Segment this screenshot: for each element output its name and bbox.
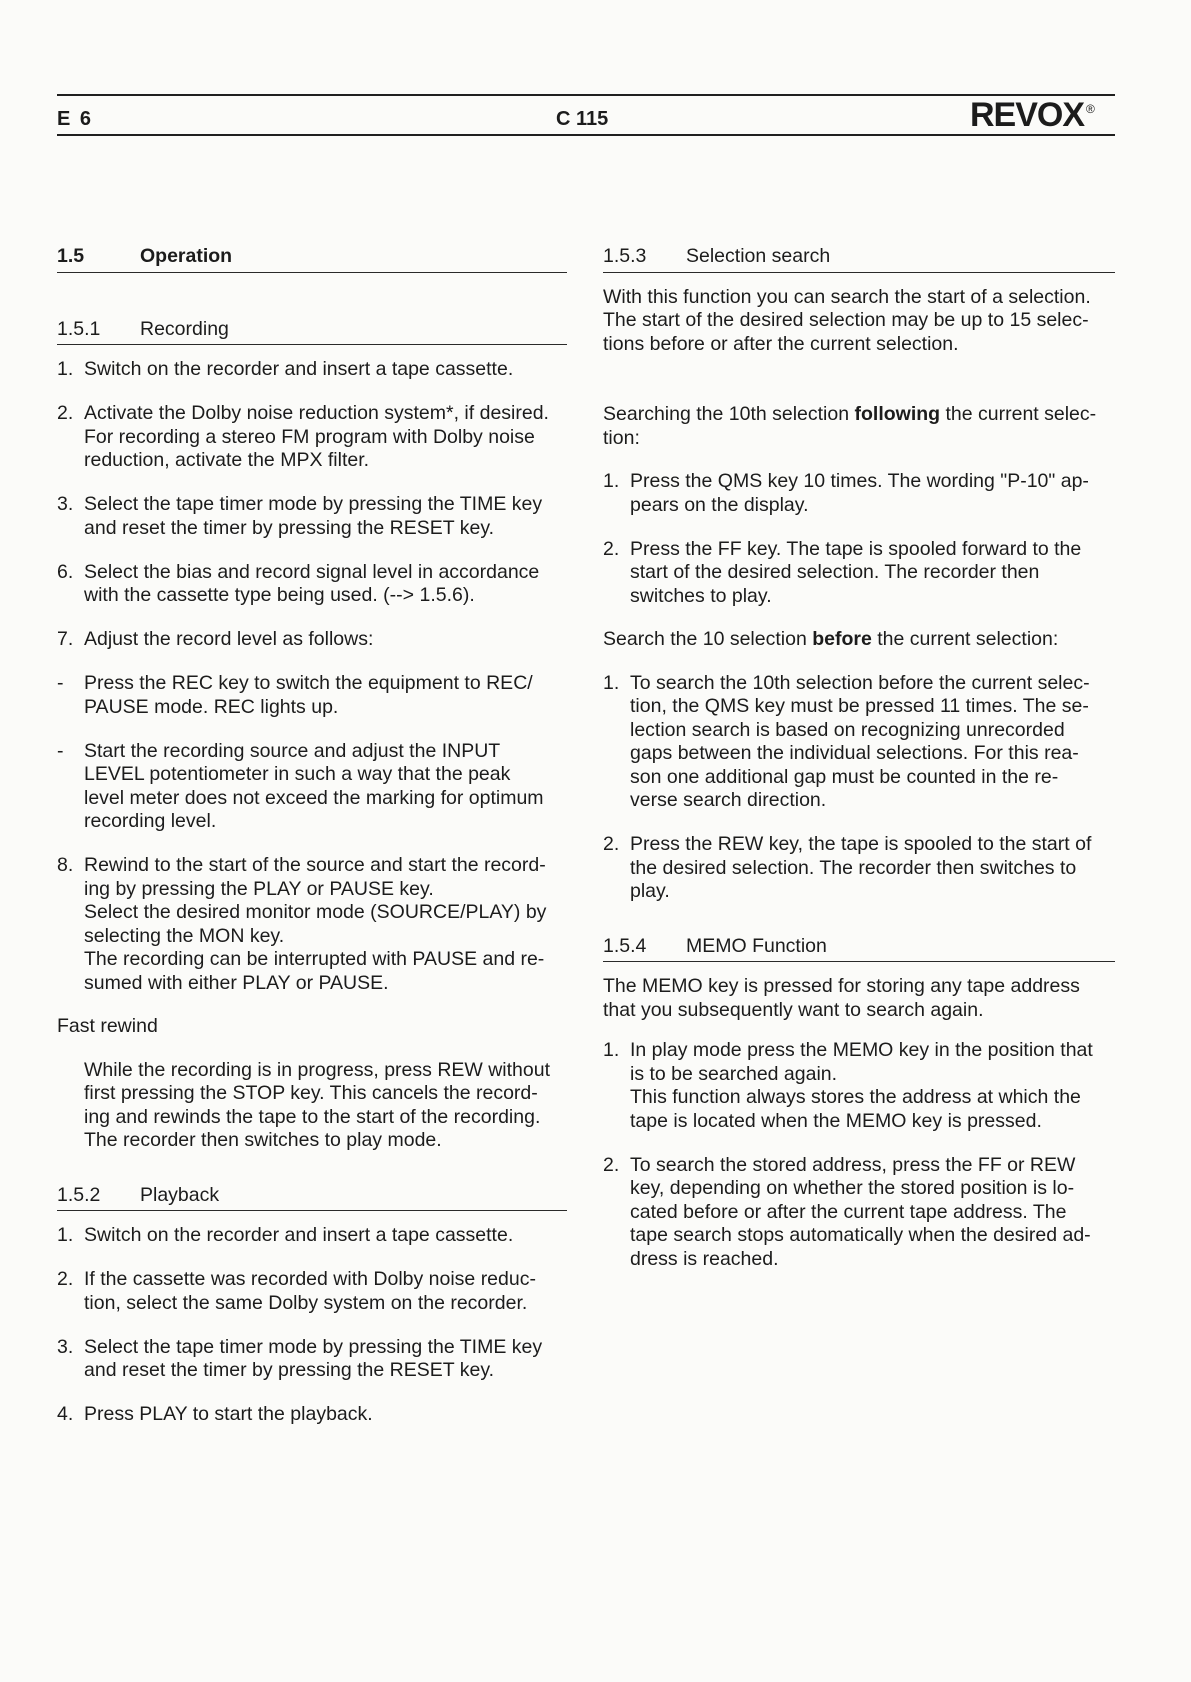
text-line: key, depending on whether the stored position is lo- [630, 1177, 1075, 1199]
text-line: Press the QMS key 10 times. The wording "P-10" ap- [630, 470, 1089, 492]
text-line: pears on the display. [630, 493, 809, 516]
list-marker: - [57, 739, 64, 762]
list-item [603, 833, 1115, 904]
before-text-pre: Search the 10 selection [603, 628, 813, 650]
recording-steps [57, 358, 567, 995]
list-item-text [630, 538, 1115, 609]
list-item [603, 672, 1115, 813]
list-marker: 2. [603, 537, 620, 560]
header-rule-top [57, 94, 1115, 96]
section-number: 1.5.1 [57, 317, 101, 340]
list-item-text [84, 1336, 567, 1383]
text-line: the desired selection. The recorder then switches to [630, 856, 1077, 879]
list-item [57, 1268, 567, 1315]
text-line: The start of the desired selection may be up to 15 selec- [603, 309, 1089, 331]
section-heading-operation [57, 245, 567, 273]
text-line: The recorder then switches to play mode. [84, 1129, 442, 1151]
list-marker: 1. [57, 358, 74, 380]
text-line: sumed with either PLAY or PAUSE. [84, 971, 389, 994]
list-item-text [84, 1268, 567, 1315]
text-line: tape is located when the MEMO key is pressed. [630, 1109, 1042, 1132]
text-line: with the cassette type being used. (--> 1.5.6). [84, 584, 475, 606]
left-column [57, 245, 567, 1427]
list-marker: 8. [57, 854, 74, 876]
text-line: The MEMO key is pressed for storing any tape address [603, 975, 1080, 997]
list-marker: 7. [57, 628, 74, 650]
section-title: Recording [140, 317, 229, 340]
right-column [603, 245, 1115, 1271]
text-line: Switch on the recorder and insert a tape cassette. [84, 1224, 514, 1246]
list-item [603, 470, 1115, 517]
text-line: Press PLAY to start the playback. [84, 1403, 373, 1425]
list-item-text [84, 854, 567, 995]
list-marker: 6. [57, 560, 74, 583]
text-line: Press the REW key, the tape is spooled to the start of [630, 833, 1092, 855]
list-item-text [84, 628, 567, 652]
text-line: ing and rewinds the tape to the start of the recording. [84, 1105, 541, 1128]
list-marker: 3. [57, 493, 74, 515]
section-heading-recording [57, 318, 567, 346]
section-number: 1.5.2 [57, 1183, 101, 1206]
text-line: Select the bias and record signal level in accordance [84, 560, 540, 583]
fast-rewind-text [57, 1059, 567, 1153]
text-line: verse search direction. [630, 789, 827, 811]
text-line: Press the REC key to switch the equipment to REC/ [84, 672, 533, 694]
memo-steps [603, 1039, 1115, 1271]
registered-mark: ® [1086, 102, 1094, 116]
text-line: tion, the QMS key must be pressed 11 times. The se- [630, 695, 1089, 717]
section-title: Operation [140, 245, 233, 267]
section-heading-memo [603, 935, 1115, 963]
list-item [57, 740, 567, 834]
following-heading [603, 403, 1115, 450]
list-item-text [84, 672, 567, 719]
list-item [57, 358, 567, 382]
text-line: PAUSE mode. REC lights up. [84, 695, 339, 718]
section-number: 1.5.4 [603, 934, 647, 957]
playback-steps [57, 1224, 567, 1427]
text-line: and reset the timer by pressing the RESET key. [84, 1359, 495, 1381]
section-number: 1.5 [57, 245, 85, 267]
before-steps [603, 672, 1115, 904]
list-marker: 3. [57, 1335, 74, 1358]
list-item [57, 1336, 567, 1383]
before-heading [603, 628, 1115, 652]
list-marker: - [57, 672, 64, 694]
list-marker: 2. [57, 1268, 74, 1290]
text-line: level meter does not exceed the marking for optimum [84, 786, 544, 809]
list-item [603, 538, 1115, 609]
text-line: gaps between the individual selections. For this rea- [630, 742, 1079, 764]
brand-name: REVOX [970, 96, 1085, 134]
text-line: In play mode press the MEMO key in the position that [630, 1039, 1093, 1061]
section-heading-selection-search [603, 245, 1115, 273]
list-marker: 1. [57, 1224, 74, 1246]
list-marker: 1. [603, 671, 620, 694]
section-title: Playback [140, 1183, 220, 1206]
following-text-post: the current selec- [940, 403, 1097, 425]
text-line: Select the desired monitor mode (SOURCE/PLAY) by [84, 901, 547, 923]
text-line: Activate the Dolby noise reduction system*, if desired. [84, 402, 549, 424]
fast-rewind-heading: Fast rewind [57, 1015, 158, 1037]
list-item [57, 1403, 567, 1427]
text-line: Adjust the record level as follows: [84, 628, 374, 650]
text-line: To search the 10th selection before the current selec- [630, 671, 1090, 694]
text-line: first pressing the STOP key. This cancels the record- [84, 1082, 538, 1104]
text-line: Start the recording source and adjust the INPUT [84, 739, 501, 762]
list-marker: 1. [603, 470, 620, 492]
list-item-text [84, 1403, 567, 1427]
list-item-text [84, 493, 567, 540]
list-marker: 1. [603, 1039, 620, 1061]
before-text-bold: before [812, 628, 872, 650]
list-item [57, 854, 567, 995]
text-line: start of the desired selection. The recorder then [630, 561, 1040, 583]
list-item-text [84, 358, 567, 382]
list-item [57, 628, 567, 652]
selection-search-intro [603, 286, 1115, 357]
text-line: switches to play. [630, 584, 772, 607]
text-line: son one additional gap must be counted in the re- [630, 765, 1059, 788]
text-line: Rewind to the start of the source and start the record- [84, 854, 546, 876]
text-line: Switch on the recorder and insert a tape cassette. [84, 358, 514, 380]
text-line: To search the stored address, press the FF or REW [630, 1153, 1076, 1176]
text-line: reduction, activate the MPX filter. [84, 449, 370, 471]
revox-logo [970, 96, 1094, 135]
list-item [603, 1154, 1115, 1272]
list-marker: 2. [603, 833, 620, 855]
text-line: Select the tape timer mode by pressing the TIME key [84, 493, 543, 515]
memo-intro [603, 975, 1115, 1022]
following-text-line2: tion: [603, 426, 640, 449]
list-item [57, 493, 567, 540]
page-label: E 6 [57, 108, 94, 130]
section-title: Selection search [686, 245, 831, 267]
list-item [57, 561, 567, 608]
text-line: LEVEL potentiometer in such a way that the peak [84, 763, 511, 785]
text-line: tape search stops automatically when the desired ad- [630, 1224, 1091, 1246]
text-line: ing by pressing the PLAY or PAUSE key. [84, 877, 434, 900]
list-item-text [84, 740, 567, 834]
list-marker: 2. [57, 402, 74, 424]
text-line: recording level. [84, 810, 217, 832]
text-line: While the recording is in progress, press REW without [84, 1058, 551, 1081]
text-line: play. [630, 880, 670, 902]
model-name: C 115 [556, 108, 609, 130]
text-line: If the cassette was recorded with Dolby noise reduc- [84, 1268, 536, 1290]
list-item-text [630, 833, 1115, 904]
text-line: The recording can be interrupted with PAUSE and re- [84, 948, 545, 970]
text-line: is to be searched again. [630, 1062, 838, 1085]
list-item-text [84, 561, 567, 608]
list-marker: 2. [603, 1153, 620, 1176]
text-line: Select the tape timer mode by pressing the TIME key [84, 1335, 543, 1358]
list-item-text [84, 1224, 567, 1248]
text-line: tions before or after the current selection. [603, 332, 959, 355]
list-item-text [630, 1154, 1115, 1272]
list-item [57, 672, 567, 719]
list-item [57, 1224, 567, 1248]
header-rule-bottom [57, 134, 1115, 136]
list-item [603, 1039, 1115, 1133]
text-line: For recording a stereo FM program with Dolby noise [84, 425, 535, 448]
text-line: Press the FF key. The tape is spooled forward to the [630, 537, 1082, 560]
section-heading-playback [57, 1184, 567, 1212]
list-marker: 4. [57, 1403, 74, 1425]
text-line: and reset the timer by pressing the RESET key. [84, 516, 495, 539]
following-text-pre: Searching the 10th selection [603, 403, 855, 425]
list-item [57, 402, 567, 473]
text-line: dress is reached. [630, 1247, 779, 1270]
text-line: selecting the MON key. [84, 924, 285, 947]
text-line: that you subsequently want to search again. [603, 998, 984, 1021]
list-item-text [630, 470, 1115, 517]
text-line: This function always stores the address at which the [630, 1086, 1081, 1108]
list-item-text [630, 1039, 1115, 1133]
section-title: MEMO Function [686, 934, 827, 957]
following-text-bold: following [854, 403, 941, 425]
text-line: With this function you can search the start of a selection. [603, 285, 1091, 308]
following-steps [603, 470, 1115, 608]
list-item-text [630, 672, 1115, 813]
text-line: tion, select the same Dolby system on the recorder. [84, 1291, 528, 1314]
text-line: lection search is based on recognizing unrecorded [630, 718, 1065, 741]
list-item-text [84, 402, 567, 473]
before-text-post: the current selection: [871, 628, 1059, 650]
section-number: 1.5.3 [603, 245, 647, 267]
text-line: cated before or after the current tape address. The [630, 1200, 1067, 1223]
